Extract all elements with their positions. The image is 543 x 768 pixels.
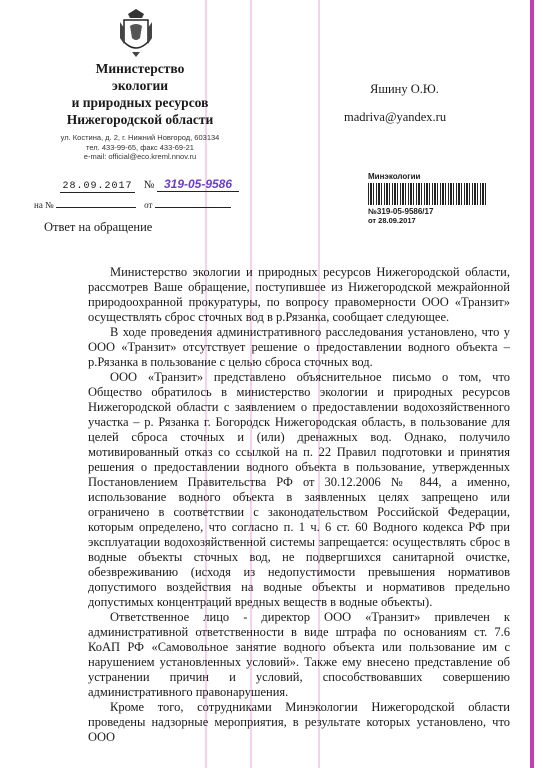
stamp-number: №319-05-9586/17 <box>368 207 434 216</box>
ministry-name <box>55 60 225 128</box>
barcode-icon <box>368 183 488 205</box>
recipient-name: Яшину О.Ю. <box>370 82 439 96</box>
paragraph: Ответственное лицо - директор ООО «Транзит» привлечен к административной ответственности в виде штрафа по основаниям ст. 7.6 КоАП РФ «Самовольное занятие водного объекта или пользование им с нарушением установленных условий». Также ему внесено представление об устранении причин и условий, способствовавших совершению административного правонарушения. <box>88 610 510 699</box>
ministry-line: Нижегородской области <box>66 112 214 127</box>
ministry-contacts <box>55 133 225 162</box>
paragraph: ООО «Транзит» представлено объяснительное письмо о том, что Общество обратилось в министерство экологии и природных ресурсов Нижегородской области с заявлением о предоставлении водохозяйственного участка – р. Рязанка г. Богородск Нижегородская область, в пользование для целей сброса сточных и (или) дренажных вод. Однако, получило мотивированный отказ со ссылкой на п. 22 Правил подготовки и принятия решения о предоставлении водного объекта в пользование, утвержденных Постановлением Правительства РФ от 30.12.2006 № 844, а именно, использование водного объекта в заявленных целях запрещено или ограничено в соответствии с законодательством Российской Федерации, которым определено, что согласно п. 1 ч. 6 ст. 60 Водного кодекса РФ при эксплуатации водохозяйственной системы запрещается: осуществлять сброс в водные объекты сточных вод, не подвергшихся санитарной очистке, обезвреживанию (исходя из недопустимости превышения нормативов допустимого воздействия на водные объекты и нормативов предельно допустимых концентраций вредных веществ в водные объекты). <box>88 370 510 609</box>
outgoing-number: 319-05-9586 <box>157 177 239 192</box>
scan-edge-bar <box>530 0 534 768</box>
phone: тел. 433-99-65, факс 433-69-21 <box>86 142 194 152</box>
paragraph: Министерство экологии и природных ресурсов Нижегородской области, рассмотрев Ваше обращение, поступившее из Нижегородской межрайонной природоохранной прокуратуры, по вопросу правомерности ООО «Транзит» осуществлять сброс сточных вод в р.Рязанка, сообщает следующее. <box>88 265 510 324</box>
ministry-line: и природных ресурсов <box>71 95 209 110</box>
outgoing-date: 28.09.2017 <box>60 181 135 193</box>
ref-blank <box>56 207 136 208</box>
paragraph: В ходе проведения административного расследования установлено, что у ООО «Транзит» отсутствует решение о предоставлении водного объекта – р.Рязанка в пользование с целью сброса сточных вод. <box>88 325 510 369</box>
stamp-org: Минэкологии <box>368 172 421 181</box>
letter-body <box>88 265 510 745</box>
registration-stamp <box>368 172 488 225</box>
recipient-email: madriva@yandex.ru <box>344 110 447 124</box>
ref-blank <box>155 207 231 208</box>
ministry-line: экологии <box>111 78 169 93</box>
email: e-mail: official@eco.kreml.nnov.ru <box>83 152 197 161</box>
address: ул. Костина, д. 2, г. Нижний Новгород, 603134 <box>60 133 220 142</box>
ministry-line: Министерство <box>95 61 185 76</box>
reference-line <box>34 200 231 210</box>
coat-of-arms-icon <box>118 8 154 58</box>
letter-subject: Ответ на обращение <box>44 220 153 234</box>
number-label: № <box>143 179 155 191</box>
paragraph: Кроме того, сотрудниками Минэкологии Нижегородской области проведены надзорные мероприятия, в результате которых установлено, что ООО <box>88 700 510 744</box>
ref-from: от <box>144 200 153 210</box>
stamp-date: от 28.09.2017 <box>368 216 416 225</box>
outgoing-date-number <box>60 177 239 193</box>
ref-prefix: на № <box>34 200 54 210</box>
